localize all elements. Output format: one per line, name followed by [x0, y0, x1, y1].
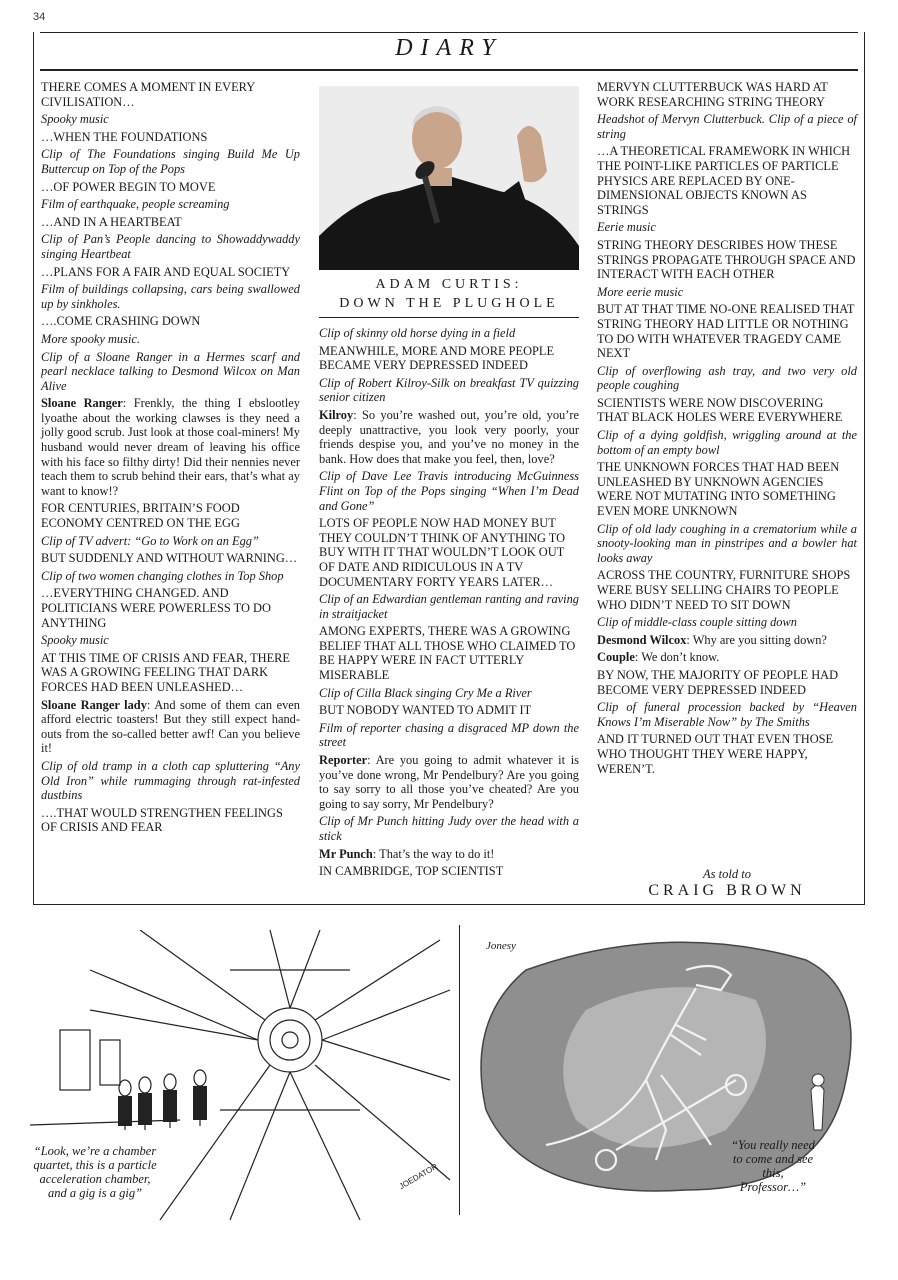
narration-line: …WHEN THE FOUNDATIONS: [41, 129, 208, 144]
speech-text: : Are you going to admit whatever it is you’ve done wrong, Mr Pendelbury? Are you going to say sorry to all those you’ve cheated? Are you going to say sorry, Mr Pendelbury?: [319, 753, 579, 811]
speaker-name: Reporter: [319, 753, 368, 768]
stage-direction: Clip of a dying goldfish, wriggling around at the bottom of an empty bowl: [597, 428, 857, 457]
narration-line: ….COME CRASHING DOWN: [41, 314, 201, 329]
stage-direction: Clip of Cilla Black singing Cry Me a River: [319, 685, 532, 700]
speech-text: : So you’re washed out, you’re old, you’re deeply unattractive, you look very poorly, your friends despise you, and you’ve no money in the bank. How does that make you feel, then, love?: [319, 407, 579, 466]
stage-direction: Clip of The Foundations singing Build Me Up Buttercup on Top of the Pops: [41, 147, 300, 176]
narration-line: …PLANS FOR A FAIR AND EQUAL SOCIETY: [41, 264, 291, 279]
narration-line: …AND IN A HEARTBEAT: [41, 214, 182, 229]
narration-line: THE UNKNOWN FORCES THAT HAD BEEN UNLEASHED BY UNKNOWN AGENCIES WERE NOT MUTATING INTO SOMETHING EVEN MORE UNKNOWN: [597, 460, 840, 519]
speech-text: : That’s the way to do it!: [372, 846, 495, 861]
stage-direction: Film of earthquake, people screaming: [41, 197, 230, 212]
stage-direction: Clip of old tramp in a cloth cap spluttering “Any Old Iron” while rummaging through rat-infested dustbins: [41, 758, 300, 803]
dialogue-line: [597, 633, 857, 648]
narration-line: SCIENTISTS WERE NOW DISCOVERING THAT BLACK HOLES WERE EVERYWHERE: [597, 395, 843, 425]
narration-line: …A THEORETICAL FRAMEWORK IN WHICH THE POINT-LIKE PARTICLES OF PARTICLE PHYSICS ARE REPLACED BY ONE-DIMENSIONAL OBJECTS KNOWN AS STRINGS: [597, 144, 851, 217]
speech-text: : Frenkly, the thing I ebslootley lyoathe about the working clawses is they need a jolly good scrub. Just look at those coal-miners! My husband would never dream of leaving his office with his face so filthy dirty! Did their nennies never teach them to scrub behind their ears, that’s what ay want to know!?: [41, 396, 300, 498]
bottom-rule: [33, 904, 865, 905]
stage-direction: Clip of funeral procession backed by “Heaven Knows I’m Miserable Now” by The Smiths: [597, 700, 857, 729]
stage-direction: More spooky music.: [41, 331, 140, 346]
stage-direction: Spooky music: [41, 112, 109, 127]
stage-direction: Headshot of Mervyn Clutterbuck. Clip of a piece of string: [597, 112, 857, 141]
left-border: [33, 32, 34, 904]
stage-direction: Clip of Pan’s People dancing to Showaddywaddy singing Heartbeat: [41, 232, 300, 261]
speech-text: : Why are you sitting down?: [686, 632, 827, 647]
narration-line: BUT AT THAT TIME NO-ONE REALISED THAT STRING THEORY HAD LITTLE OR NOTHING TO DO WITH WHATEVER TRAGEDY CAME NEXT: [597, 302, 855, 361]
narration-line: ….THAT WOULD STRENGTHEN FEELINGS OF CRISIS AND FEAR: [41, 805, 283, 835]
stage-direction: Clip of a Sloane Ranger in a Hermes scarf and pearl necklace talking to Desmond Wilcox on Man Alive: [41, 349, 300, 393]
stage-direction: Film of reporter chasing a disgraced MP down the street: [319, 720, 579, 750]
byline-told: As told to: [703, 867, 751, 881]
stage-direction: Clip of TV advert: “Go to Work on an Egg”: [41, 533, 259, 548]
stage-direction: Clip of overflowing ash tray, and two very old people coughing: [597, 363, 857, 393]
narration-line: …OF POWER BEGIN TO MOVE: [41, 179, 216, 194]
speaker-name: Kilroy: [319, 407, 354, 422]
diary-column-1: [41, 80, 300, 838]
stage-direction: Clip of middle-class couple sitting down: [597, 615, 797, 630]
header-rule: [40, 69, 858, 71]
title-rule: [319, 317, 579, 318]
narration-line: THERE COMES A MOMENT IN EVERY CIVILISATION…: [41, 80, 255, 109]
dialogue-line: [41, 396, 300, 498]
stage-direction: Clip of Robert Kilroy-Silk on breakfast TV quizzing senior citizen: [319, 375, 579, 405]
cartoon1-signature: JOEDATOR: [397, 1161, 440, 1192]
dialogue-line: [41, 698, 300, 756]
narration-line: LOTS OF PEOPLE NOW HAD MONEY BUT THEY COULDN’T THINK OF ANYTHING TO BUY WITH IT THAT WOULDN’T LOOK OUT OF DATE AND RIDICULOUS IN A TV DOCUMENTARY FORTY YEARS LATER…: [319, 516, 566, 589]
portrait-image: [319, 86, 579, 270]
speaker-name: Sloane Ranger: [41, 396, 123, 411]
speech-text: : And some of them can even afford electric toasters! But they still expect hand-outs from the so-called better awf! Can you believe it!: [41, 697, 300, 756]
feature-title-line2: DOWN THE PLUGHOLE: [339, 296, 559, 311]
stage-direction: Clip of skinny old horse dying in a field: [319, 326, 516, 340]
cartoon-dinosaur-scooter: [466, 930, 866, 1220]
page-title: DIARY: [395, 35, 503, 61]
cartoon-particle-accelerator: [30, 930, 455, 1220]
stage-direction: More eerie music: [597, 284, 684, 299]
stage-direction: Clip of Mr Punch hitting Judy over the head with a stick: [319, 814, 579, 843]
stage-direction: Clip of two women changing clothes in Top Shop: [41, 568, 284, 583]
narration-line: …EVERYTHING CHANGED. AND POLITICIANS WERE POWERLESS TO DO ANYTHING: [41, 586, 271, 630]
narration-line: ACROSS THE COUNTRY, FURNITURE SHOPS WERE BUSY SELLING CHAIRS TO PEOPLE WHO DIDN’T NEED TO SIT DOWN: [597, 568, 851, 612]
narration-line: IN CAMBRIDGE, TOP SCIENTIST: [319, 864, 504, 879]
dialogue-line: [319, 847, 579, 862]
top-rule: [40, 32, 858, 33]
stage-direction: Clip of an Edwardian gentleman ranting and raving in straitjacket: [319, 592, 579, 621]
cartoon2-caption: “You really need to come and see this, Professor…”: [731, 1138, 815, 1194]
narration-line: BUT SUDDENLY AND WITHOUT WARNING…: [41, 551, 298, 566]
stage-direction: Film of buildings collapsing, cars being swallowed up by sinkholes.: [41, 282, 300, 311]
speaker-name: Sloane Ranger lady: [41, 697, 147, 712]
narration-line: AMONG EXPERTS, THERE WAS A GROWING BELIEF THAT ALL THOSE WHO CLAIMED TO BE HAPPY WERE IN FACT UTTERLY MISERABLE: [319, 624, 576, 683]
speaker-name: Mr Punch: [319, 846, 373, 861]
narration-line: AND IT TURNED OUT THAT EVEN THOSE WHO THOUGHT THEY WERE HAPPY, WEREN’T.: [597, 732, 834, 776]
diary-column-3: [597, 80, 857, 779]
photo-adam-curtis: [319, 86, 579, 270]
page-number: 34: [33, 11, 46, 23]
narration-line: STRING THEORY DESCRIBES HOW THESE STRINGS PROPAGATE THROUGH SPACE AND INTERACT WITH EACH OTHER: [597, 237, 856, 282]
narration-line: MEANWHILE, MORE AND MORE PEOPLE BECAME VERY DEPRESSED INDEED: [319, 343, 555, 373]
stage-direction: Clip of Dave Lee Travis introducing McGuinness Flint on Top of the Pops singing “When I’m Dead and Gone”: [319, 469, 579, 513]
narration-line: BUT NOBODY WANTED TO ADMIT IT: [319, 703, 532, 718]
speaker-name: Desmond Wilcox: [597, 632, 687, 647]
dialogue-line: [319, 408, 579, 466]
stage-direction: Eerie music: [597, 220, 656, 235]
cartoon1-caption: “Look, we’re a chamber quartet, this is a particle acceleration chamber, and a gig is a gig”: [33, 1144, 157, 1200]
byline-name: CRAIG BROWN: [648, 882, 806, 899]
cartoon2-signature: Jonesy: [486, 940, 516, 952]
stage-direction: Spooky music: [41, 633, 109, 648]
diary-column-2: [319, 326, 579, 882]
narration-line: MERVYN CLUTTERBUCK WAS HARD AT WORK RESEARCHING STRING THEORY: [597, 80, 828, 109]
cartoon-divider: [459, 925, 460, 1215]
speaker-name: Couple: [597, 650, 635, 665]
speech-text: : We don’t know.: [634, 650, 720, 665]
dialogue-line: [319, 753, 579, 811]
stage-direction: Clip of old lady coughing in a crematorium while a snooty-looking man in pinstripes and a bowler hat looks away: [597, 521, 857, 565]
narration-line: FOR CENTURIES, BRITAIN’S FOOD ECONOMY CENTRED ON THE EGG: [41, 501, 240, 531]
feature-title-line1: ADAM CURTIS:: [375, 277, 523, 292]
dialogue-line: [597, 650, 857, 665]
narration-line: AT THIS TIME OF CRISIS AND FEAR, THERE WAS A GROWING FEELING THAT DARK FORCES HAD BEEN UNLEASHED…: [41, 650, 290, 694]
right-border: [864, 32, 865, 904]
narration-line: BY NOW, THE MAJORITY OF PEOPLE HAD BECOME VERY DEPRESSED INDEED: [597, 667, 839, 697]
